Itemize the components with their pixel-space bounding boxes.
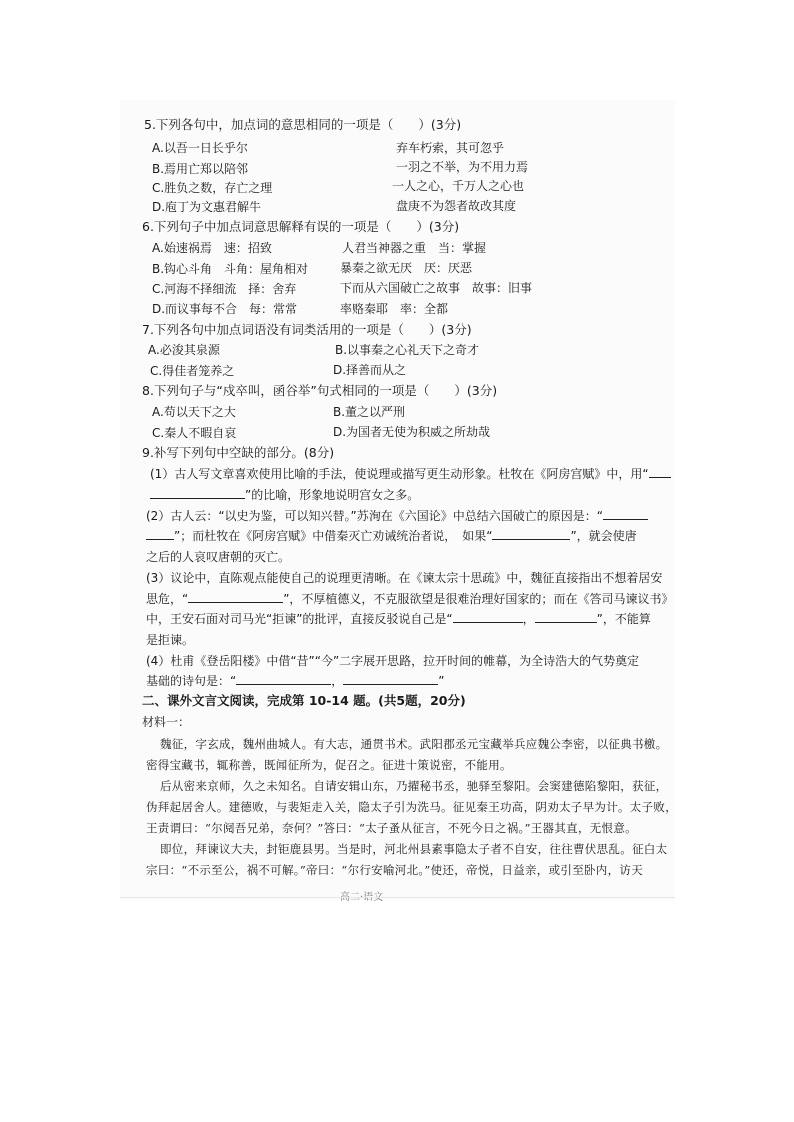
q9-stem: 9.补写下列句中空缺的部分。(8分) [142,445,335,460]
q9-p1-line2 [150,487,419,503]
q9-p2-text-d: 之后的人哀叹唐朝的灭亡。 [146,550,291,564]
q5-option-a-right: 弃车朽索，其可忽乎 [396,141,505,155]
page-bottom-edge [120,897,675,898]
q9-p4-text-b: 基础的诗句是：“ [146,674,237,688]
q7-option-b: B.以事秦之心礼天下之奇才 [335,343,480,357]
q5-option-d-right: 盘庚不为怨者故改其度 [396,199,517,213]
q9-p1-line1 [150,466,671,482]
q9-p3-text-e: ”，不能算 [596,612,651,626]
q5-option-c-right: 一人之心，千万人之心也 [392,179,525,193]
q5-option-b-right: 一羽之不举，为不用力焉 [396,160,529,174]
q9-p3-text-a: (3）议论中，直陈观点能使自己的说理更清晰。在《谏太宗十思疏》中，魏征直接指出不想着居安 [146,571,663,585]
q6-option-d-right: 率赂秦耶 率：全都 [340,302,449,316]
q9-p1-text-a: (1）古人写文章喜欢使用比喻的手法，使说理或描写更生动形象。杜牧在《阿房宫赋》中，用“ [150,467,649,481]
section2-title: 二、课外文言文阅读，完成第 10-14 题。(共5题，20分) [142,693,466,708]
q9-p3-blank-2[interactable] [453,612,523,623]
q5-stem: 5.下列各句中，加点词的意思相同的一项是（ ）(3分) [144,117,462,132]
passage-para3-line2: 宗曰：“不示至公，祸不可解。”帝曰：“尔行安喻河北。”使还，帝悦，日益亲，或引至卧内，访天 [146,863,644,877]
q9-p2-blank-1[interactable] [603,509,648,520]
passage-para1-line2: 密得宝藏书，辄称善，既闻征所为，促召之。征进十策说密，不能用。 [146,758,512,772]
q9-p4-blank-2[interactable] [343,674,438,685]
q9-p2-line1 [146,508,648,524]
q9-p2-text-a: (2）古人云：“以史为鉴，可以知兴替。”苏洵在《六国论》中总结六国破亡的原因是：“ [146,509,603,523]
page-footer [340,888,383,903]
q9-p4-line2: 基础的诗句是：“ ， ” [146,674,445,688]
q9-p2-line2 [146,528,637,544]
q9-p2-text-c: ”，就会使唐 [570,529,637,543]
q5-option-b-left: B.焉用亡郑以陪邻 [152,162,249,176]
q6-option-b-left: B.钩心斗角 斗角：屋角相对 [152,262,309,276]
q9-p3-line2 [146,591,673,607]
passage-para2-line3: 王责谓曰：“尔阋吾兄弟，奈何？”答曰：“太子蚤从征言，不死今日之祸。”王器其直，无恨意。 [146,821,637,835]
passage-para3-line1: 即位，拜谏议大夫，封钜鹿县男。当是时，河北州县素事隐太子者不自安，往往曹伏思乱。征白太 [160,842,668,856]
q5-option-a-left: A.以吾一日长乎尔 [152,141,248,155]
q7-option-d: D.择善而从之 [333,363,407,377]
q9-p3-text-d: 中，王安石面对司马光“拒谏”的批评，直接反驳说自己是“ [146,612,453,626]
q6-option-b-right: 暴秦之欲无厌 厌：厌恶 [340,261,473,275]
q9-p3-blank-1[interactable] [188,592,283,603]
q9-p3-text-c: ”，不厚植德义，不克服欲望是很难治理好国家的；而在《答司马谏议书》 [283,592,674,606]
q5-option-d-left: D.庖丁为文惠君解牛 [152,200,262,214]
q6-option-a-left: A.始速祸焉 速：招致 [152,241,272,255]
q7-stem: 7.下列各句中加点词语没有词类活用的一项是（ ）(3分) [142,322,472,337]
q9-p4-text-c: ” [438,674,445,688]
passage-para1-line1: 魏征，字玄成，魏州曲城人。有大志，通贯书术。武阳郡丞元宝藏举兵应魏公李密，以征典书檄。 [160,737,668,751]
material-label: 材料一： [142,715,191,729]
q9-p3-text-f: 是拒谏。 [146,633,195,647]
q9-p2-blank-2[interactable] [146,529,174,540]
q9-p4-text-a: (4）杜甫《登岳阳楼》中借“昔”“今”二字展开思路，拉开时间的帷幕，为全诗浩大的气势奠定 [146,654,640,668]
q8-stem: 8.下列句子与“戍卒叫，函谷举”句式相同的一项是（ ）(3分) [142,383,498,398]
q6-option-c-right: 下而从六国破亡之故事 故事：旧事 [340,281,533,295]
q8-option-d: D.为国者无使为积威之所劫哉 [333,425,491,439]
passage-para2-line2: 伪拜起居舍人。建德败，与裴矩走入关，隐太子引为洗马。征见秦王功高，阴劝太子早为计。太子败， [146,800,677,814]
q6-option-d-left: D.而议事每不合 每：常常 [152,302,298,316]
q9-p4-blank-1[interactable] [236,674,331,685]
q9-p3-text-b: 思危，“ [146,592,189,606]
q8-option-b: B.董之以严刑 [333,405,406,419]
q9-p2-blank-3[interactable] [492,529,570,540]
q7-option-a: A.必浚其泉源 [148,343,220,357]
q9-p1-text-b: ”的比喻，形象地说明宫女之多。 [245,488,420,502]
q9-p3-blank-3[interactable] [535,612,597,623]
q7-option-c: C.得佳者笼养之 [150,364,235,378]
q9-p3-line3: 中，王安石面对司马光“拒谏”的批评，直接反驳说自己是“ ， ”，不能算 [146,612,651,626]
passage-para2-line1: 后从密来京师，久之未知名。自请安辑山东，乃擢秘书丞，驰驿至黎阳。会窦建德陷黎阳，获征， [160,779,668,793]
q8-option-a: A.苟以天下之大 [152,405,236,419]
q9-p1-blank-2[interactable] [150,488,245,499]
q9-p2-text-b: ”；而杜牧在《阿房宫赋》中借秦灭亡劝诫统治者说， 如果“ [174,529,493,543]
q8-option-c: C.秦人不暇自哀 [152,426,237,440]
q6-option-a-right: 人君当神器之重 当：掌握 [342,241,487,255]
q9-p1-blank-1[interactable] [649,467,671,478]
q6-option-c-left: C.河海不择细流 择：舍弃 [152,282,297,296]
q5-option-c-left: C.胜负之数，存亡之理 [152,181,273,195]
q6-stem: 6.下列句子中加点词意思解释有误的一项是（ ）(3分) [142,219,460,234]
